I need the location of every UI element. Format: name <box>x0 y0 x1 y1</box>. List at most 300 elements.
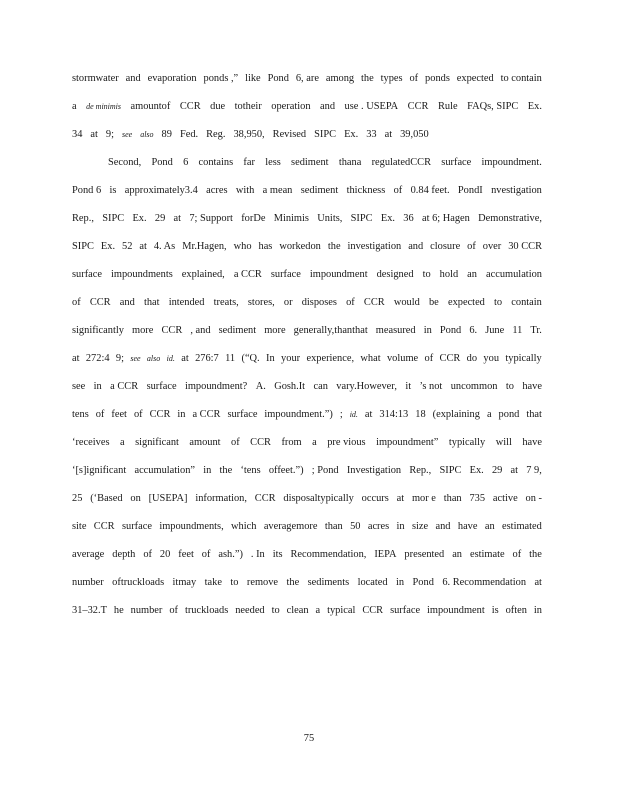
text-word: stormwater <box>72 73 119 84</box>
text-word: would <box>393 297 420 308</box>
text-word: thana <box>338 157 362 168</box>
text-word: ‘receives <box>72 437 110 448</box>
text-word: CCR <box>89 297 111 308</box>
text-word: surface <box>441 157 472 168</box>
text-word: of <box>346 297 355 308</box>
text-word: impoundment <box>427 605 485 616</box>
text-line <box>72 409 542 421</box>
text-word: itmay <box>172 577 197 588</box>
text-word: to <box>494 297 503 308</box>
text-word: far <box>243 157 255 168</box>
text-word: who <box>233 241 252 252</box>
text-word: an <box>452 549 462 560</box>
text-word: 30 CCR <box>508 241 542 252</box>
text-word: the <box>327 241 341 252</box>
text-word: 314:13 <box>379 409 409 420</box>
text-word: intended <box>168 297 205 308</box>
text-word: evaporation <box>147 73 197 84</box>
text-word: of <box>133 409 143 420</box>
text-word: site <box>72 521 87 532</box>
text-word: CCR <box>362 605 384 616</box>
text-word: 20 <box>159 549 171 560</box>
text-word: typically <box>448 437 486 448</box>
text-word: pond <box>498 409 520 420</box>
text-word: a <box>119 437 125 448</box>
text-word: ponds <box>425 73 450 84</box>
text-line <box>72 549 542 561</box>
text-word: feet <box>111 409 127 420</box>
text-word: id. <box>349 410 358 419</box>
text-word: 0.84 feet. <box>410 185 450 196</box>
text-word: do <box>466 353 478 364</box>
text-word: the <box>286 577 300 588</box>
text-word: 29 <box>491 465 503 476</box>
text-word: more <box>264 325 286 336</box>
text-word: to <box>230 577 239 588</box>
text-word: Tr. <box>530 325 542 336</box>
text-word: have <box>522 381 542 392</box>
text-word: estimate <box>469 549 505 560</box>
text-word: of <box>95 409 105 420</box>
text-word: more <box>132 325 154 336</box>
text-word: tens <box>72 409 89 420</box>
text-word: accumulation” <box>134 465 196 476</box>
text-word: thickness <box>346 185 386 196</box>
text-word: see <box>121 130 133 139</box>
text-word: information, <box>195 493 247 504</box>
text-word: offeet.”) <box>268 465 304 476</box>
text-word: CCR <box>93 521 115 532</box>
text-word: which <box>231 521 257 532</box>
text-word: depth <box>112 549 136 560</box>
text-word: Pond <box>412 577 434 588</box>
text-word: approximately3.4 <box>124 185 198 196</box>
text-word: at <box>510 465 519 476</box>
text-word: Rep., <box>409 465 432 476</box>
text-word: see <box>72 381 86 392</box>
text-word: . In <box>250 549 265 560</box>
text-word: forDe <box>241 213 266 224</box>
text-word: is <box>109 185 117 196</box>
text-word: it <box>405 381 412 392</box>
text-word: surface <box>270 269 301 280</box>
text-word: at 6; Hagen <box>421 213 470 224</box>
text-word: truckloads <box>184 605 229 616</box>
text-word: workedon <box>279 241 321 252</box>
text-word: typical <box>327 605 356 616</box>
text-word: vary.However, <box>336 381 397 392</box>
text-word: in <box>203 465 212 476</box>
text-word: a mean <box>262 185 293 196</box>
text-word: 9; <box>115 353 124 364</box>
text-word: typically <box>505 353 542 364</box>
text-word: Pond <box>151 157 173 168</box>
text-word: oftruckloads <box>112 577 165 588</box>
text-word: from <box>281 437 302 448</box>
text-word: 6. <box>469 325 478 336</box>
text-word: SIPC <box>72 241 94 252</box>
text-word: is <box>491 605 499 616</box>
text-word: Recommendation, <box>290 549 367 560</box>
text-word: clean <box>286 605 309 616</box>
text-word: and <box>125 73 141 84</box>
text-word: mor e <box>411 493 436 504</box>
text-word: averagemore <box>263 521 318 532</box>
text-word: ponds ,” <box>203 73 239 84</box>
text-word: and <box>408 241 424 252</box>
text-word: on <box>130 493 141 504</box>
text-line <box>72 577 542 589</box>
text-word: Units, <box>317 213 343 224</box>
text-word: presented <box>404 549 445 560</box>
text-word: CCR <box>179 101 201 112</box>
text-word: Second, <box>108 157 142 168</box>
text-word: 735 <box>469 493 486 504</box>
text-word: CCR <box>363 297 385 308</box>
text-word: than <box>443 493 462 504</box>
text-word: in <box>177 409 186 420</box>
text-word: number <box>72 577 104 588</box>
text-word: sediment <box>291 157 329 168</box>
text-word: disposes <box>301 297 337 308</box>
text-word: closure <box>430 241 461 252</box>
text-word: ‘tens <box>240 465 261 476</box>
text-word: average <box>72 549 105 560</box>
text-word: impoundment.”) <box>264 409 333 420</box>
text-word: an <box>484 521 495 532</box>
text-word: 38,950, <box>233 129 265 140</box>
text-word: 34 <box>72 129 83 140</box>
text-word: Mr.Hagen, <box>182 241 227 252</box>
text-word: active <box>492 493 518 504</box>
text-word: 29 <box>154 213 166 224</box>
text-word: ; Pond <box>311 465 339 476</box>
text-word: you <box>483 353 500 364</box>
text-word: Ex. <box>132 213 147 224</box>
text-word: of <box>72 297 81 308</box>
text-word: ’s not <box>419 381 443 392</box>
text-word: operation <box>271 101 311 112</box>
text-word: 276:7 <box>195 353 219 364</box>
text-word: generally,thanthat <box>293 325 368 336</box>
text-word: 36 <box>403 213 414 224</box>
text-word: In <box>266 353 275 364</box>
text-word: and <box>119 297 135 308</box>
text-word: CCR <box>250 437 271 448</box>
text-word: amount <box>189 437 221 448</box>
text-word: also <box>146 354 161 363</box>
text-word: of <box>424 353 434 364</box>
text-word: that <box>143 297 160 308</box>
text-word: in <box>93 381 102 392</box>
text-word: id. <box>166 354 175 363</box>
text-word: PondI <box>457 185 483 196</box>
text-word: less <box>265 157 281 168</box>
text-line <box>72 325 542 337</box>
text-word: de minimis <box>86 102 122 111</box>
text-word: Revised <box>272 129 307 140</box>
text-word: volume <box>386 353 419 364</box>
page-number: 75 <box>303 733 315 744</box>
text-word: 11 <box>225 353 236 364</box>
text-word: treats, <box>213 297 239 308</box>
text-word: FAQs, SIPC <box>467 101 519 112</box>
text-word: the <box>361 73 374 84</box>
text-word: located <box>357 577 388 588</box>
text-word: has <box>258 241 273 252</box>
text-word: of <box>231 437 240 448</box>
text-word: uncommon <box>450 381 498 392</box>
text-word: than <box>324 521 343 532</box>
text-line <box>72 269 542 281</box>
text-word: use . USEPA <box>344 101 399 112</box>
text-word: Ex. <box>527 101 542 112</box>
text-word: 11 <box>512 325 523 336</box>
text-word: 18 <box>415 409 426 420</box>
text-word: CCR <box>407 101 429 112</box>
text-word: the <box>219 465 233 476</box>
text-word: 7 9, <box>526 465 542 476</box>
text-word: estimated <box>502 521 542 532</box>
text-word: of <box>512 549 522 560</box>
text-word: often <box>505 605 527 616</box>
text-word: 52 <box>122 241 133 252</box>
text-word: 50 <box>350 521 361 532</box>
text-word: types <box>380 73 403 84</box>
text-word: that <box>526 409 542 420</box>
text-word: on - <box>525 493 542 504</box>
text-word: of <box>393 185 403 196</box>
text-word: Reg. <box>206 129 226 140</box>
text-word: 272:4 <box>85 353 110 364</box>
text-word: 39,050 <box>400 129 429 140</box>
text-word: in <box>396 577 405 588</box>
text-word: CCR <box>439 353 461 364</box>
text-word: regulatedCCR <box>371 157 432 168</box>
text-word: Demonstrative, <box>478 213 542 224</box>
text-word: designed <box>376 269 414 280</box>
text-word: sediment <box>218 325 257 336</box>
text-word: he <box>113 605 124 616</box>
text-word: in <box>396 521 405 532</box>
text-word: will <box>495 437 512 448</box>
text-word: what <box>360 353 381 364</box>
text-word: contain <box>511 297 542 308</box>
text-word: 7; Support <box>189 213 233 224</box>
text-word: among <box>325 73 355 84</box>
text-word: have <box>522 437 542 448</box>
text-word: at <box>90 129 98 140</box>
text-word: disposaltypically <box>283 493 354 504</box>
text-word: at <box>72 353 80 364</box>
text-word: to <box>505 381 514 392</box>
text-word: hold <box>439 269 459 280</box>
text-word: also <box>140 130 154 139</box>
text-line <box>72 185 542 197</box>
text-word: surface <box>146 381 177 392</box>
text-line <box>72 605 542 617</box>
text-word: SIPC <box>439 465 462 476</box>
text-word: significant <box>135 437 179 448</box>
text-line <box>72 297 542 309</box>
text-word: at <box>173 213 182 224</box>
text-word: a <box>315 605 321 616</box>
text-word: remove <box>246 577 279 588</box>
text-word: IEPA <box>374 549 397 560</box>
text-word: 4. As <box>153 241 176 252</box>
text-word: surface <box>390 605 421 616</box>
text-word: 9; <box>105 129 114 140</box>
text-word: CCR <box>161 325 183 336</box>
text-line <box>72 437 542 449</box>
text-word: at <box>181 353 189 364</box>
text-word: acres <box>206 185 228 196</box>
text-word: a CCR <box>110 381 139 392</box>
text-word: 6, are <box>295 73 319 84</box>
text-word: in <box>533 605 542 616</box>
text-word: expected <box>456 73 494 84</box>
text-word: of <box>409 73 419 84</box>
text-word: Minimis <box>273 213 309 224</box>
text-word: Pond <box>267 73 289 84</box>
text-word: can <box>313 381 328 392</box>
text-word: to contain <box>500 73 542 84</box>
text-word: of <box>201 549 211 560</box>
text-line <box>72 465 542 477</box>
text-word: its <box>272 549 283 560</box>
text-word: impoundments, <box>159 521 224 532</box>
text-word: impoundment” <box>376 437 439 448</box>
text-word: Ex. <box>344 129 359 140</box>
text-word: Pond <box>439 325 462 336</box>
text-word: at <box>396 493 405 504</box>
text-word: or <box>283 297 293 308</box>
text-word: take <box>204 577 222 588</box>
text-word: impoundment <box>309 269 368 280</box>
text-word: contains <box>198 157 234 168</box>
text-word: 25 <box>72 493 83 504</box>
text-word: a CCR <box>233 269 262 280</box>
text-word: and <box>320 101 336 112</box>
text-word: (explaining <box>432 409 480 420</box>
text-word: Fed. <box>179 129 199 140</box>
text-word: sediment <box>300 185 339 196</box>
text-word: investigation <box>347 241 402 252</box>
text-word: over <box>482 241 502 252</box>
text-word: A. <box>255 381 266 392</box>
text-word: impoundment? <box>184 381 248 392</box>
text-word: in <box>423 325 432 336</box>
text-word: of <box>467 241 476 252</box>
text-word: the <box>529 549 542 560</box>
text-word: with <box>235 185 255 196</box>
text-word: a <box>312 437 317 448</box>
text-word: , and <box>190 325 211 336</box>
text-word: CCR <box>149 409 171 420</box>
text-word: Ex. <box>380 213 396 224</box>
text-word: (‘Based <box>90 493 123 504</box>
text-word: occurs <box>361 493 389 504</box>
text-word: June <box>485 325 505 336</box>
text-word: number <box>130 605 163 616</box>
text-word: a <box>486 409 492 420</box>
text-word: 33 <box>366 129 377 140</box>
text-word: see <box>130 354 141 363</box>
text-word: of <box>143 549 152 560</box>
text-word: Pond 6 <box>72 185 102 196</box>
text-word: 31–32.T <box>72 605 107 616</box>
text-word: 6 <box>183 157 189 168</box>
text-word: SIPC <box>350 213 373 224</box>
text-word: nvestigation <box>491 185 542 196</box>
text-word: Ex. <box>469 465 484 476</box>
text-word: ash.”) <box>218 549 243 560</box>
text-word: pre vious <box>327 437 366 448</box>
text-word: stores, <box>247 297 275 308</box>
text-word: a <box>72 101 77 112</box>
text-word: a CCR <box>192 409 221 420</box>
text-word: Rule <box>437 101 458 112</box>
text-line <box>72 381 542 393</box>
text-word: to <box>271 605 280 616</box>
text-word: 6. Recommendation <box>442 577 527 588</box>
text-word: ‘[s]ignificant <box>72 465 127 476</box>
text-word: and <box>435 521 451 532</box>
text-line <box>72 129 542 141</box>
text-word: an <box>467 269 477 280</box>
text-word: due <box>210 101 226 112</box>
text-word: at <box>139 241 147 252</box>
text-word: significantly <box>72 325 124 336</box>
text-word: of <box>169 605 178 616</box>
text-word: surface <box>72 269 102 280</box>
text-word: Rep., <box>72 213 94 224</box>
text-word: to <box>422 269 431 280</box>
text-word: impoundments <box>111 269 173 280</box>
text-word: ; <box>339 409 343 420</box>
text-word: SIPC <box>102 213 125 224</box>
text-line <box>108 157 542 169</box>
text-word: like <box>245 73 261 84</box>
text-word: sediments <box>307 577 350 588</box>
text-word: Gosh.It <box>274 381 306 392</box>
text-line <box>72 353 542 365</box>
text-word: expected <box>447 297 485 308</box>
text-word: at <box>534 577 542 588</box>
text-word: surface <box>227 409 258 420</box>
text-word: needed <box>235 605 265 616</box>
text-word: size <box>411 521 429 532</box>
text-word: (“Q. <box>241 353 260 364</box>
text-word: accumulation <box>486 269 542 280</box>
text-word: CCR <box>254 493 276 504</box>
text-word: explained, <box>181 269 225 280</box>
text-line <box>72 241 542 253</box>
text-word: your <box>281 353 301 364</box>
text-word: totheir <box>234 101 262 112</box>
text-word: measured <box>375 325 416 336</box>
text-word: 89 <box>161 129 172 140</box>
text-word: SIPC <box>314 129 337 140</box>
text-word: at <box>384 129 393 140</box>
text-word: be <box>428 297 439 308</box>
text-word: experience, <box>306 353 355 364</box>
text-word: at <box>364 409 373 420</box>
text-word: feet <box>178 549 194 560</box>
text-word: Ex. <box>100 241 116 252</box>
text-line <box>72 101 542 113</box>
text-word: impoundment. <box>481 157 542 168</box>
